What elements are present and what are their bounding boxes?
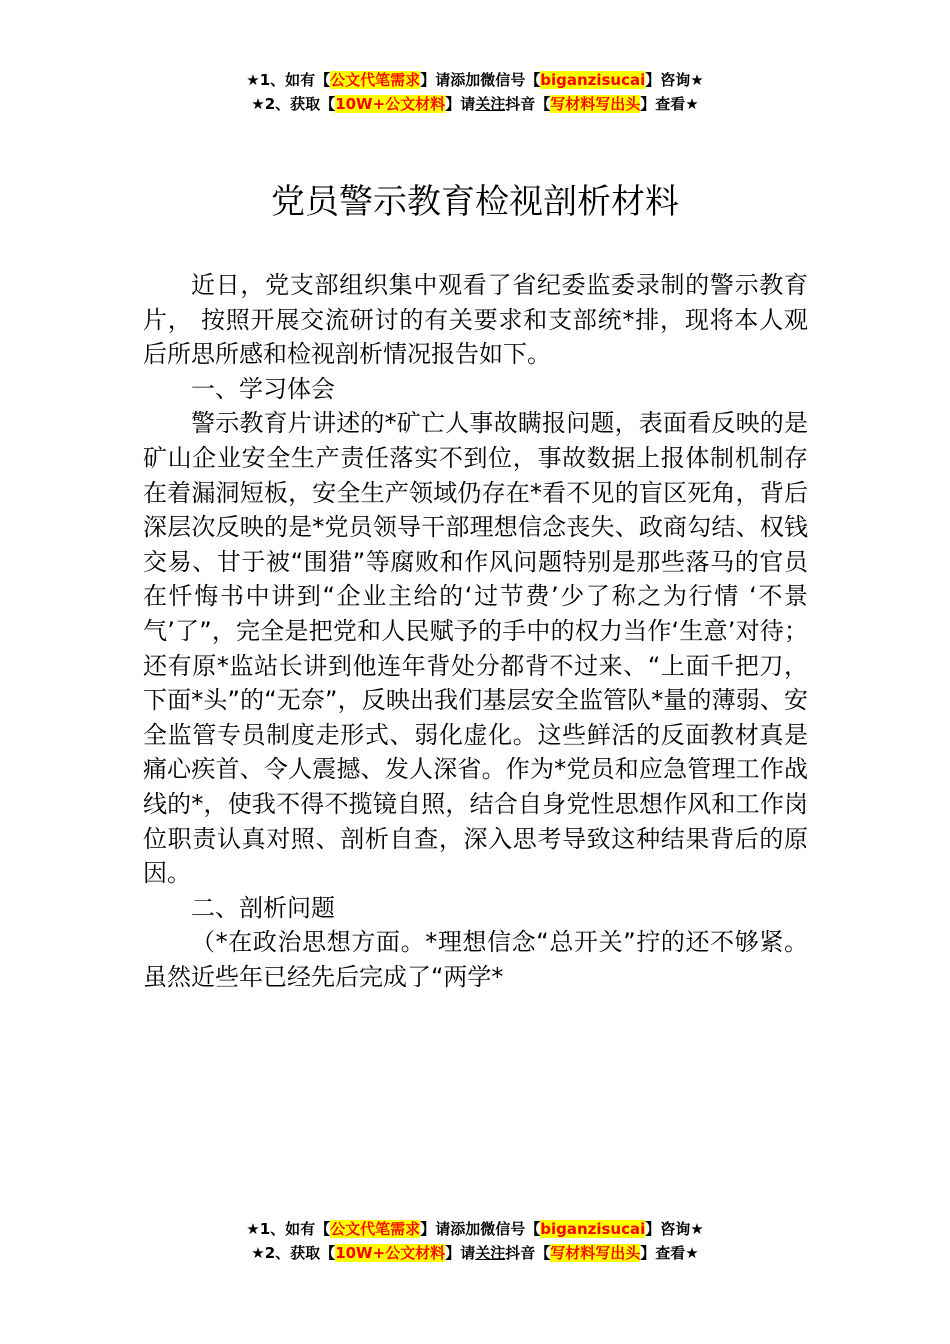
promo-text: ★2、获取【 bbox=[251, 95, 336, 113]
promo-text: 】请 bbox=[445, 1244, 476, 1262]
promo-text: 】请添加微信号【 bbox=[420, 1220, 541, 1238]
promo-underline: 关注 bbox=[475, 1244, 506, 1262]
promo-highlight: 公文代笔需求 bbox=[330, 1220, 421, 1238]
promo-line-1 bbox=[0, 1217, 950, 1241]
promo-highlight: 写材料写出头 bbox=[550, 1244, 641, 1262]
intro-paragraph: 近日，党支部组织集中观看了省纪委监委录制的警示教育片， 按照开展交流研讨的有关要求和支部统*排，现将本人观后所思所感和检视剖析情况报告如下。 bbox=[143, 271, 808, 369]
promo-text: 】查看★ bbox=[640, 1244, 699, 1262]
section-heading-2: 二、剖析问题 bbox=[191, 893, 335, 922]
promo-line-2 bbox=[0, 1241, 950, 1265]
promo-highlight: 公文代笔需求 bbox=[330, 71, 421, 89]
promo-highlight: biganzisucai bbox=[540, 71, 646, 89]
promo-text: ★1、如有【 bbox=[246, 1220, 331, 1238]
promo-text: ★1、如有【 bbox=[246, 71, 331, 89]
section-heading-1: 一、学习体会 bbox=[191, 374, 335, 403]
promo-text: 抖音【 bbox=[505, 95, 551, 113]
promo-line-1 bbox=[0, 68, 950, 92]
promo-underline: 关注 bbox=[475, 95, 506, 113]
promo-highlight: 10W+公文材料 bbox=[335, 95, 446, 113]
promo-text: ★2、获取【 bbox=[251, 1244, 336, 1262]
promo-text: 】请 bbox=[445, 95, 476, 113]
promo-banner-top bbox=[0, 68, 950, 116]
body-paragraph: 警示教育片讲述的*矿亡人事故瞒报问题，表面看反映的是矿山企业安全生产责任落实不到位，事故数据上报体制机制存在着漏洞短板，安全生产领域仍存在*看不见的盲区死角，背后深层次反映的是*党员领导干部理想信念丧失、政商勾结、权钱交易、甘于被“围猎”等腐败和作风问题特别是那些落马的官员在忏悔书中讲到“企业主给的‘过节费’少了称之为行情 ‘不景气’了”，完全是把党和人民赋予的手中的权力当作‘生意’对待；还有原*监站长讲到他连年背处分都背不过来、“上面千把刀，下面*头”的“无奈”，反映出我们基层安全监管队*量的薄弱、安全监管专员制度走形式、弱化虚化。这些鲜活的反面教材真是痛心疾首、令人震撼、发人深省。作为*党员和应急管理工作战线的*，使我不得不揽镜自照，结合自身党性思想作风和工作岗位职责认真对照、剖析自查，深入思考导致这种结果背后的原因。 bbox=[143, 409, 808, 888]
promo-banner-bottom bbox=[0, 1217, 950, 1265]
promo-highlight: 10W+公文材料 bbox=[335, 1244, 446, 1262]
body-paragraph: （*在政治思想方面。*理想信念“总开关”拧的还不够紧。虽然近些年已经先后完成了“两学* bbox=[143, 928, 808, 991]
promo-text: 】咨询★ bbox=[645, 71, 704, 89]
document-title: 党员警示教育检视剖析材料 bbox=[271, 182, 679, 222]
promo-highlight: biganzisucai bbox=[540, 1220, 646, 1238]
promo-highlight: 写材料写出头 bbox=[550, 95, 641, 113]
document-body bbox=[143, 268, 808, 994]
promo-text: 抖音【 bbox=[505, 1244, 551, 1262]
promo-text: 】请添加微信号【 bbox=[420, 71, 541, 89]
promo-text: 】咨询★ bbox=[645, 1220, 704, 1238]
promo-text: 】查看★ bbox=[640, 95, 699, 113]
promo-line-2 bbox=[0, 92, 950, 116]
